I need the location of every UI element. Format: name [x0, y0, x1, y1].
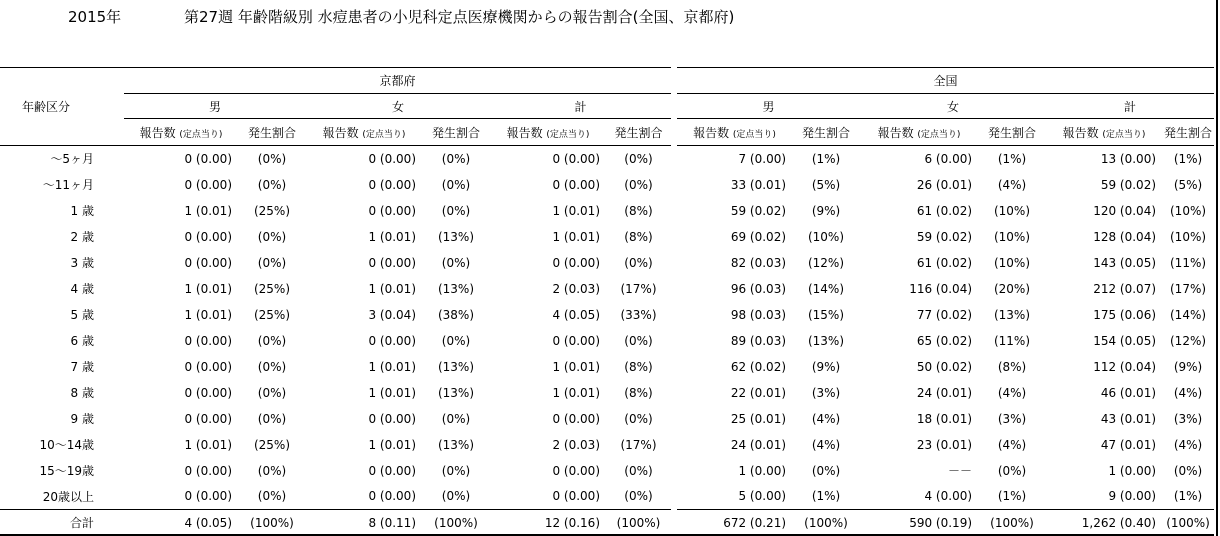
report-count-cell: 1,262 (0.40): [1046, 510, 1162, 536]
report-count-cell: 0 (0.00): [368, 203, 416, 218]
report-count-cell: 8 (0.11): [306, 510, 422, 536]
ratio-cell: (4%): [997, 177, 1027, 192]
subgroup-header-row: [0, 94, 1214, 119]
age-label: 2 歳: [70, 230, 94, 244]
report-count-cell: 82 (0.03): [730, 255, 787, 270]
ratio-cell: (12%): [807, 255, 845, 270]
ratio-cell: (1%): [811, 151, 841, 166]
report-count-cell: 96 (0.03): [730, 281, 787, 296]
report-count-cell: 1 (0.01): [184, 203, 232, 218]
ratio-cell: (0%): [257, 333, 287, 348]
report-count-cell: 62 (0.02): [730, 359, 787, 374]
age-label: 10～14歳: [39, 438, 94, 452]
col-report-note: (定点当り): [546, 129, 590, 140]
ratio-cell: (8%): [606, 224, 674, 250]
group-header-row: [0, 68, 1214, 94]
ratio-cell: (100%): [238, 510, 306, 536]
ratio-cell: (4%): [1173, 385, 1203, 400]
ratio-cell: (0%): [606, 406, 674, 432]
report-count-cell: 89 (0.03): [730, 333, 787, 348]
report-count-cell: 18 (0.01): [916, 411, 973, 426]
report-count-cell: 1 (0.01): [552, 359, 600, 374]
col-report-label: 報告数: [877, 125, 914, 140]
report-count-cell: 0 (0.00): [184, 489, 232, 504]
report-count-cell: 128 (0.04): [1093, 229, 1157, 244]
report-count-cell: 59 (0.02): [1100, 177, 1157, 192]
report-count-cell: 0 (0.00): [368, 463, 416, 478]
age-label: 5 歳: [70, 308, 94, 322]
table-row: [0, 458, 1214, 484]
report-count-cell: 61 (0.02): [916, 255, 973, 270]
report-year: 2015年: [68, 8, 122, 26]
report-count-cell: 1 (0.01): [184, 281, 232, 296]
kyoto-total: 計: [490, 94, 674, 119]
col-report-count: [674, 119, 792, 146]
report-count-cell: 1 (0.01): [368, 281, 416, 296]
ratio-cell: (11%): [1170, 255, 1207, 270]
report-count-cell: 0 (0.00): [368, 151, 416, 166]
report-count-cell: 1 (0.01): [552, 203, 600, 218]
group-kyoto: 京都府: [124, 68, 674, 94]
ratio-cell: (0%): [441, 463, 471, 478]
report-count-cell: 120 (0.04): [1093, 203, 1157, 218]
col-report-count: [860, 119, 978, 146]
report-count-cell: 50 (0.02): [916, 359, 973, 374]
ratio-cell: (0%): [257, 255, 287, 270]
ratio-cell: (14%): [1170, 307, 1207, 322]
col-ratio: 発生割合: [1162, 119, 1214, 146]
ratio-cell: (13%): [437, 437, 475, 452]
ratio-cell: (0%): [606, 146, 674, 172]
ratio-cell: (0%): [441, 151, 471, 166]
report-count-cell: 1 (0.00): [1108, 463, 1157, 478]
age-label: 合計: [0, 510, 124, 536]
ratio-cell: (0%): [997, 463, 1027, 478]
ratio-cell: (0%): [1173, 463, 1203, 478]
age-label: 9 歳: [70, 412, 94, 426]
report-count-cell: 26 (0.01): [916, 177, 973, 192]
report-count-cell: 4 (0.05): [124, 510, 238, 536]
report-count-cell: 22 (0.01): [730, 385, 787, 400]
ratio-cell: (9%): [1173, 359, 1203, 374]
title-row: [0, 6, 1220, 26]
col-report-note: (定点当り): [1102, 129, 1146, 140]
report-count-cell: 25 (0.01): [730, 411, 787, 426]
age-label: 3 歳: [70, 256, 94, 270]
age-label: 7 歳: [70, 360, 94, 374]
table-row: [0, 432, 1214, 458]
col-ratio: 発生割合: [606, 119, 674, 146]
ratio-cell: (0%): [441, 489, 471, 504]
ratio-cell: (17%): [606, 276, 674, 302]
report-count-cell: 212 (0.07): [1093, 281, 1157, 296]
ratio-cell: (100%): [1162, 510, 1214, 536]
report-count-cell: 6 (0.00): [924, 151, 973, 166]
report-count-cell: 1 (0.01): [184, 307, 232, 322]
report-count-cell: 0 (0.00): [184, 385, 232, 400]
report-count-cell: 0 (0.00): [552, 411, 600, 426]
report-count-cell: 1 (0.01): [552, 229, 600, 244]
table-row: [0, 276, 1214, 302]
col-ratio: 発生割合: [978, 119, 1046, 146]
report-count-cell: 3 (0.04): [368, 307, 416, 322]
report-count-cell: 7 (0.00): [738, 151, 787, 166]
ratio-cell: (17%): [606, 432, 674, 458]
right-border: [1216, 0, 1218, 536]
ratio-cell: (0%): [257, 385, 287, 400]
ratio-cell: (0%): [257, 151, 287, 166]
ratio-cell: (0%): [811, 463, 841, 478]
age-label: ～5ヶ月: [50, 152, 94, 167]
col-ratio: 発生割合: [792, 119, 860, 146]
table-row: [0, 224, 1214, 250]
ratio-cell: (4%): [811, 411, 841, 426]
report-count-cell: 59 (0.02): [916, 229, 973, 244]
col-report-label: 報告数: [139, 125, 176, 140]
ratio-cell: (9%): [811, 359, 841, 374]
report-count-cell: 0 (0.00): [184, 177, 232, 192]
ratio-cell: (33%): [606, 302, 674, 328]
ratio-cell: (4%): [997, 437, 1027, 452]
ratio-cell: (1%): [811, 489, 841, 504]
report-count-cell: 77 (0.02): [916, 307, 973, 322]
row-header: 年齢区分: [0, 68, 124, 146]
report-count-cell: 1 (0.00): [738, 463, 787, 478]
report-count-cell: 116 (0.04): [909, 281, 973, 296]
age-label: 8 歳: [70, 386, 94, 400]
col-report-count: [124, 119, 238, 146]
ratio-cell: (14%): [807, 281, 845, 296]
ratio-cell: (0%): [257, 359, 287, 374]
ratio-cell: (38%): [437, 307, 475, 322]
ratio-cell: (10%): [1170, 203, 1207, 218]
ratio-cell: (25%): [253, 437, 291, 452]
ratio-cell: (0%): [257, 411, 287, 426]
col-report-note: (定点当り): [362, 129, 406, 140]
ratio-cell: (10%): [993, 203, 1031, 218]
table-row: [0, 172, 1214, 198]
report-count-cell: 46 (0.01): [1100, 385, 1157, 400]
report-count-cell: 672 (0.21): [674, 510, 792, 536]
group-national: 全国: [674, 68, 1214, 94]
report-count-cell: 12 (0.16): [490, 510, 606, 536]
report-count-cell: 98 (0.03): [730, 307, 787, 322]
age-label: 4 歳: [70, 282, 94, 296]
report-count-cell: 1 (0.01): [368, 437, 416, 452]
report-count-cell: 59 (0.02): [730, 203, 787, 218]
report-count-cell: 0 (0.00): [552, 177, 600, 192]
national-female: 女: [860, 94, 1046, 119]
table-body: [0, 146, 1214, 536]
report-count-cell: 154 (0.05): [1093, 333, 1157, 348]
report-count-cell: 13 (0.00): [1100, 151, 1157, 166]
age-label: 15～19歳: [39, 464, 94, 478]
ratio-cell: (100%): [978, 510, 1046, 536]
report-count-cell: 2 (0.03): [552, 437, 600, 452]
total-row: [0, 510, 1214, 536]
report-count-cell: 0 (0.00): [184, 255, 232, 270]
report-count-cell: 69 (0.02): [730, 229, 787, 244]
ratio-cell: (5%): [1173, 177, 1203, 192]
table-row: [0, 484, 1214, 510]
col-report-count: [490, 119, 606, 146]
ratio-cell: (4%): [811, 437, 841, 452]
report-count-cell: 61 (0.02): [916, 203, 973, 218]
report-count-cell: －－: [948, 464, 973, 478]
report-count-cell: 24 (0.01): [916, 385, 973, 400]
ratio-cell: (8%): [606, 354, 674, 380]
ratio-cell: (8%): [606, 198, 674, 224]
kyoto-female: 女: [306, 94, 490, 119]
ratio-cell: (100%): [792, 510, 860, 536]
report-count-cell: 43 (0.01): [1100, 411, 1157, 426]
report-count-cell: 0 (0.00): [552, 489, 600, 504]
report-count-cell: 4 (0.05): [552, 307, 600, 322]
ratio-cell: (0%): [606, 328, 674, 354]
col-report-label: 報告数: [506, 125, 543, 140]
report-count-cell: 1 (0.01): [368, 385, 416, 400]
age-label: 1 歳: [70, 204, 94, 218]
ratio-cell: (0%): [257, 489, 287, 504]
report-count-cell: 0 (0.00): [184, 333, 232, 348]
col-report-note: (定点当り): [179, 129, 223, 140]
report-count-cell: 0 (0.00): [184, 151, 232, 166]
ratio-cell: (1%): [1173, 151, 1203, 166]
ratio-cell: (0%): [257, 177, 287, 192]
col-report-label: 報告数: [693, 125, 730, 140]
column-header-row: [0, 119, 1214, 146]
report-count-cell: 0 (0.00): [368, 177, 416, 192]
report-count-cell: 0 (0.00): [552, 255, 600, 270]
report-count-cell: 47 (0.01): [1100, 437, 1157, 452]
ratio-cell: (100%): [606, 510, 674, 536]
ratio-cell: (100%): [422, 510, 490, 536]
report-count-cell: 1 (0.01): [368, 229, 416, 244]
ratio-cell: (11%): [993, 333, 1031, 348]
ratio-cell: (0%): [441, 177, 471, 192]
report-count-cell: 112 (0.04): [1093, 359, 1157, 374]
ratio-cell: (20%): [993, 281, 1031, 296]
ratio-cell: (1%): [997, 489, 1027, 504]
report-count-cell: 175 (0.06): [1093, 307, 1157, 322]
ratio-cell: (0%): [441, 411, 471, 426]
report-count-cell: 590 (0.19): [860, 510, 978, 536]
report-count-cell: 0 (0.00): [552, 333, 600, 348]
ratio-cell: (0%): [257, 463, 287, 478]
report-count-cell: 23 (0.01): [916, 437, 973, 452]
ratio-cell: (0%): [441, 255, 471, 270]
ratio-cell: (8%): [997, 359, 1027, 374]
ratio-cell: (0%): [257, 229, 287, 244]
ratio-cell: (13%): [807, 333, 845, 348]
col-report-note: (定点当り): [732, 129, 776, 140]
report-count-cell: 0 (0.00): [368, 489, 416, 504]
ratio-cell: (0%): [606, 458, 674, 484]
report-count-cell: 0 (0.00): [184, 411, 232, 426]
ratio-cell: (0%): [606, 484, 674, 510]
ratio-cell: (1%): [997, 151, 1027, 166]
col-report-label: 報告数: [1062, 125, 1099, 140]
age-label: 20歳以上: [42, 489, 94, 504]
ratio-cell: (17%): [1170, 281, 1207, 296]
report-count-cell: 143 (0.05): [1093, 255, 1157, 270]
ratio-cell: (13%): [437, 359, 475, 374]
report-count-cell: 0 (0.00): [184, 463, 232, 478]
ratio-cell: (12%): [1170, 333, 1207, 348]
table-row: [0, 250, 1214, 276]
table-row: [0, 302, 1214, 328]
ratio-cell: (10%): [1170, 229, 1207, 244]
table-row: [0, 328, 1214, 354]
report-count-cell: 33 (0.01): [730, 177, 787, 192]
report-count-cell: 0 (0.00): [552, 151, 600, 166]
report-count-cell: 0 (0.00): [368, 411, 416, 426]
age-label: 6 歳: [70, 334, 94, 348]
report-count-cell: 5 (0.00): [738, 489, 787, 504]
report-count-cell: 1 (0.01): [184, 437, 232, 452]
table-row: [0, 146, 1214, 172]
kyoto-male: 男: [124, 94, 306, 119]
ratio-cell: (10%): [993, 255, 1031, 270]
col-ratio: 発生割合: [422, 119, 490, 146]
ratio-cell: (13%): [993, 307, 1031, 322]
ratio-cell: (25%): [253, 203, 291, 218]
report-count-cell: 24 (0.01): [730, 437, 787, 452]
ratio-cell: (5%): [811, 177, 841, 192]
national-male: 男: [674, 94, 860, 119]
ratio-cell: (13%): [437, 385, 475, 400]
ratio-cell: (15%): [807, 307, 845, 322]
report-count-cell: 4 (0.00): [924, 489, 973, 504]
col-ratio: 発生割合: [238, 119, 306, 146]
report-count-cell: 0 (0.00): [184, 359, 232, 374]
ratio-cell: (0%): [441, 203, 471, 218]
report-count-cell: 0 (0.00): [552, 463, 600, 478]
report-count-cell: 1 (0.01): [552, 385, 600, 400]
ratio-cell: (4%): [1173, 437, 1203, 452]
report-count-cell: 65 (0.02): [916, 333, 973, 348]
report-count-cell: 9 (0.00): [1108, 489, 1157, 504]
col-report-note: (定点当り): [917, 129, 961, 140]
ratio-cell: (13%): [437, 229, 475, 244]
ratio-cell: (1%): [1173, 489, 1203, 504]
ratio-cell: (0%): [606, 250, 674, 276]
report-count-cell: 0 (0.00): [368, 255, 416, 270]
ratio-cell: (3%): [997, 411, 1027, 426]
ratio-cell: (25%): [253, 281, 291, 296]
col-report-label: 報告数: [322, 125, 359, 140]
report-table: [0, 67, 1214, 536]
table-row: [0, 198, 1214, 224]
age-label: ～11ヶ月: [42, 178, 94, 192]
report-count-cell: 2 (0.03): [552, 281, 600, 296]
ratio-cell: (3%): [1173, 411, 1203, 426]
report-count-cell: 0 (0.00): [368, 333, 416, 348]
ratio-cell: (10%): [993, 229, 1031, 244]
ratio-cell: (4%): [997, 385, 1027, 400]
report-count-cell: 1 (0.01): [368, 359, 416, 374]
ratio-cell: (3%): [811, 385, 841, 400]
ratio-cell: (13%): [437, 281, 475, 296]
ratio-cell: (25%): [253, 307, 291, 322]
table-row: [0, 380, 1214, 406]
col-report-count: [306, 119, 422, 146]
table-row: [0, 354, 1214, 380]
table-row: [0, 406, 1214, 432]
ratio-cell: (0%): [606, 172, 674, 198]
report-title: 第27週 年齢階級別 水痘患者の小児科定点医療機関からの報告割合(全国、京都府): [184, 8, 735, 26]
ratio-cell: (8%): [606, 380, 674, 406]
report-count-cell: 0 (0.00): [184, 229, 232, 244]
ratio-cell: (10%): [807, 229, 845, 244]
ratio-cell: (0%): [441, 333, 471, 348]
ratio-cell: (9%): [811, 203, 841, 218]
col-report-count: [1046, 119, 1162, 146]
national-total: 計: [1046, 94, 1214, 119]
